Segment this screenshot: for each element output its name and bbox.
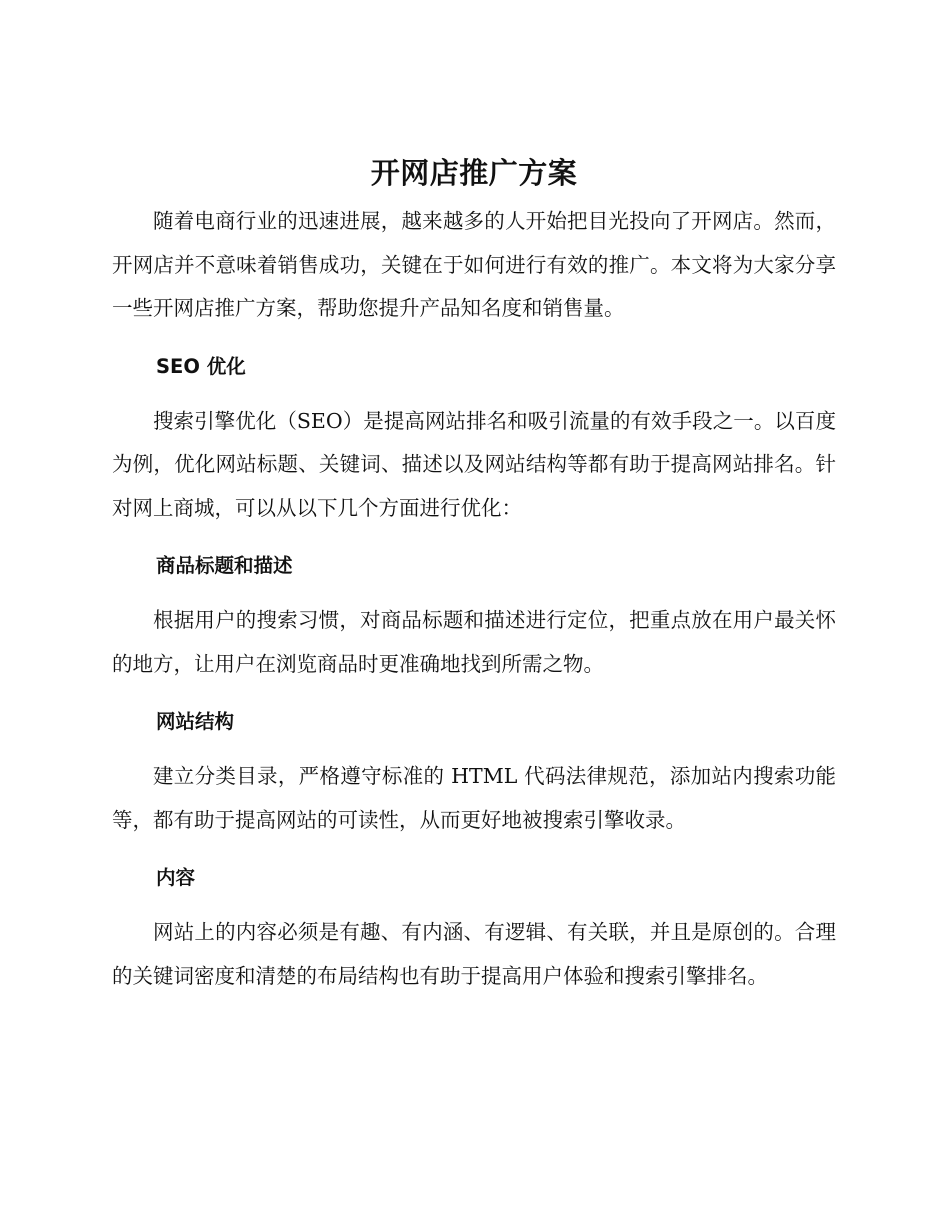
section-body-seo: 搜索引擎优化（SEO）是提高网站排名和吸引流量的有效手段之一。以百度为例，优化网站标题、关键词、描述以及网站结构等都有助于提高网站排名。针对网上商城，可以从以下几个方面进行优化： [112, 408, 836, 520]
section-heading-seo: SEO 优化 [156, 354, 246, 378]
document-page [112, 150, 836, 998]
section-body-content: 网站上的内容必须是有趣、有内涵、有逻辑、有关联，并且是原创的。合理的关键词密度和清楚的布局结构也有助于提高用户体验和搜索引擎排名。 [112, 920, 836, 988]
section-body-product-title: 根据用户的搜索习惯，对商品标题和描述进行定位，把重点放在用户最关怀的地方，让用户在浏览商品时更准确地找到所需之物。 [112, 608, 836, 676]
page-title: 开网店推广方案 [370, 156, 578, 190]
section-body-site-structure: 建立分类目录，严格遵守标准的 HTML 代码法律规范，添加站内搜索功能等，都有助于提高网站的可读性，从而更好地被搜索引擎收录。 [112, 764, 836, 832]
section-heading-site-structure: 网站结构 [156, 710, 235, 733]
intro-paragraph: 随着电商行业的迅速进展，越来越多的人开始把目光投向了开网店。然而，开网店并不意味着销售成功，关键在于如何进行有效的推广。本文将为大家分享一些开网店推广方案，帮助您提升产品知名度和销售量。 [112, 209, 836, 320]
section-heading-content: 内容 [156, 866, 196, 889]
section-heading-product-title: 商品标题和描述 [156, 554, 293, 577]
